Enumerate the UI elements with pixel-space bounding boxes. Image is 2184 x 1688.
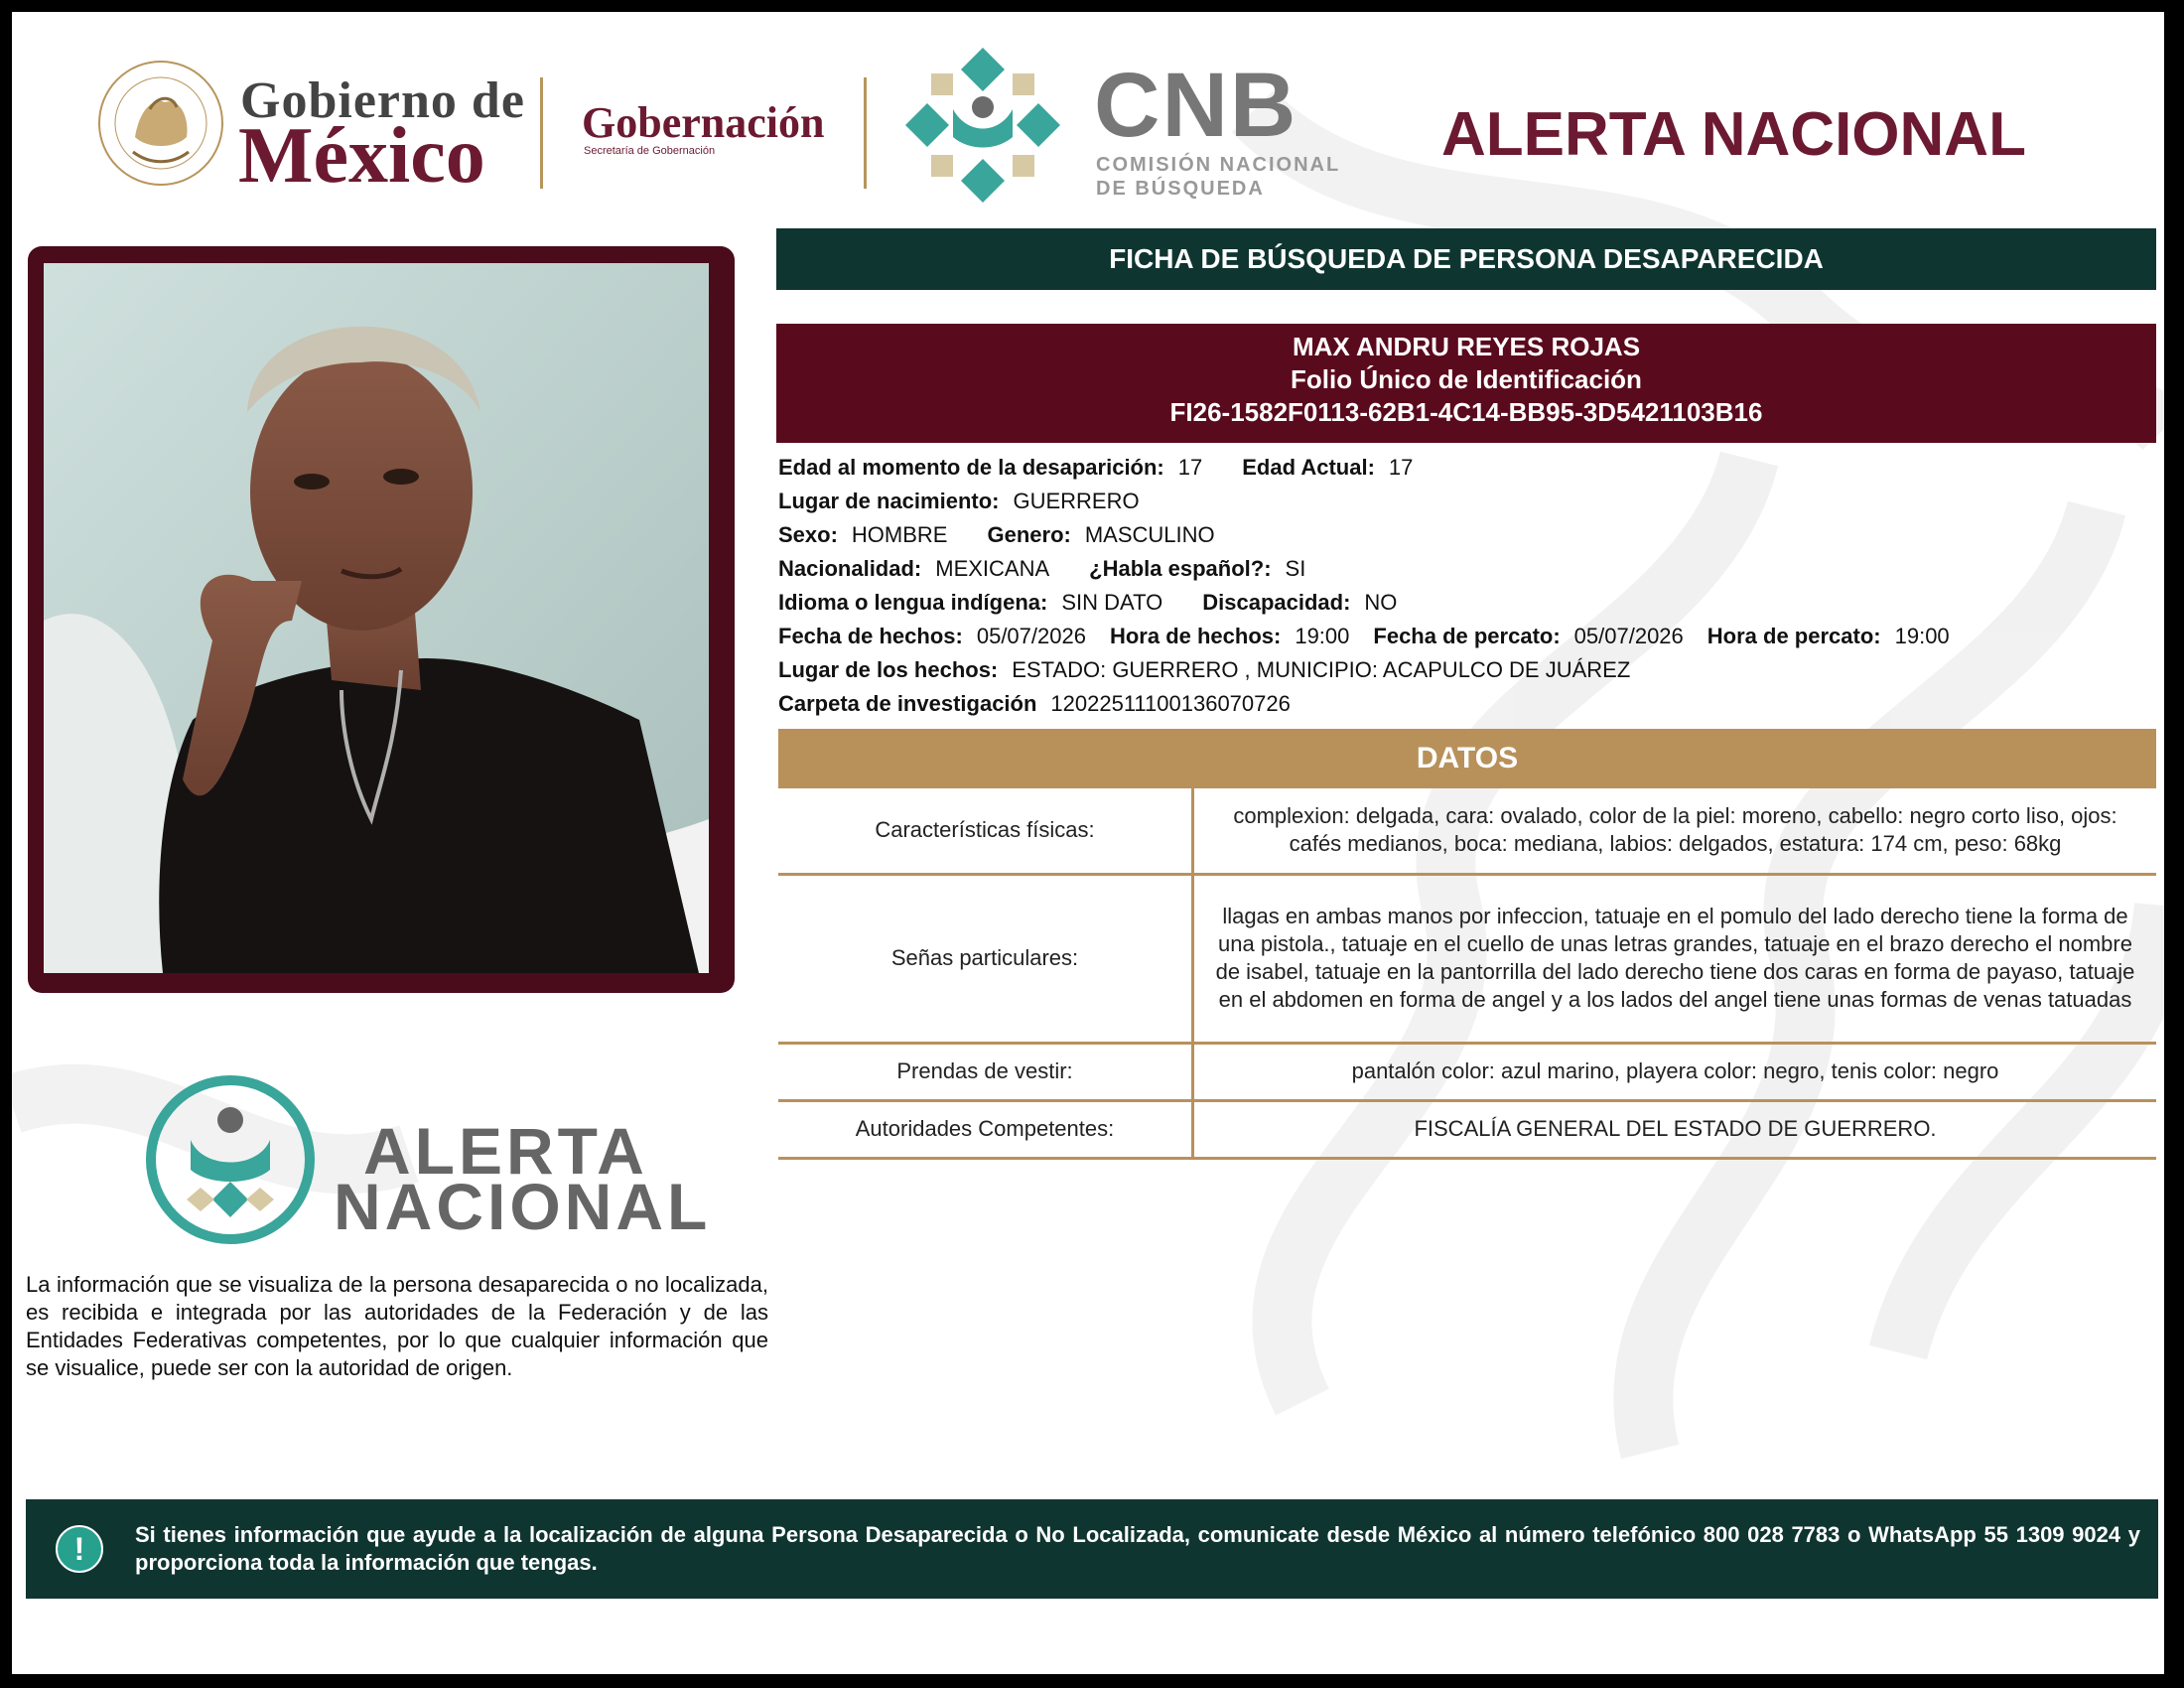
edad-desaparicion-label: Edad al momento de la desaparición:	[778, 455, 1164, 480]
info-row-nacionalidad	[778, 556, 1345, 582]
cnb-emblem-icon	[897, 40, 1068, 211]
hora-hechos-label: Hora de hechos:	[1109, 624, 1282, 648]
row-value: pantalón color: azul marino, playera color: negro, tenis color: negro	[1193, 1043, 2157, 1100]
folio-value: FI26-1582F0113-62B1-4C14-BB95-3D5421103B16	[1169, 397, 1763, 427]
exclamation-icon: !	[56, 1525, 103, 1573]
fecha-hechos-label: Fecha de hechos:	[778, 624, 963, 648]
datos-header: DATOS	[778, 729, 2156, 788]
row-label: Prendas de vestir:	[778, 1043, 1193, 1100]
row-value: complexion: delgada, cara: ovalado, color de la piel: moreno, cabello: negro corto liso, ojos: cafés medianos, boca: mediana, labios: delgados, estatura: 174 cm, peso: 68kg	[1193, 788, 2157, 874]
row-value: llagas en ambas manos por infeccion, tatuaje en el pomulo del lado derecho tiene la forma de una pistola., tatuaje en el cuello de unas letras grandes, tatuaje en el brazo derecho el nombre de isabel, tatuaje en la pantorrilla del lado derecho tiene dos caras en forma de payaso, tatuaje en el abdomen en forma de angel y a los lados del angel tiene unas formas de venas tatuadas	[1193, 874, 2157, 1043]
cnb-text: CNB	[1094, 55, 1298, 156]
gobierno-de-text: Gobierno de	[240, 72, 525, 129]
row-label: Señas particulares:	[778, 874, 1193, 1043]
discapacidad-value: NO	[1364, 590, 1398, 615]
hora-percato-value: 19:00	[1894, 624, 1950, 648]
genero-label: Genero:	[987, 522, 1071, 547]
carpeta-label: Carpeta de investigación	[778, 691, 1037, 716]
person-name: MAX ANDRU REYES ROJAS	[1292, 332, 1641, 361]
fecha-hechos-value: 05/07/2026	[976, 624, 1086, 648]
row-value: FISCALÍA GENERAL DEL ESTADO DE GUERRERO.	[1193, 1100, 2157, 1158]
cnb-line2: DE BÚSQUEDA	[1096, 178, 1265, 200]
info-row-lugar-hechos	[778, 657, 1670, 683]
idioma-label: Idioma o lengua indígena:	[778, 590, 1048, 615]
row-label: Autoridades Competentes:	[778, 1100, 1193, 1158]
header-divider	[540, 77, 543, 189]
info-row-carpeta	[778, 691, 1330, 717]
row-label: Características físicas:	[778, 788, 1193, 874]
fecha-percato-label: Fecha de percato:	[1373, 624, 1561, 648]
disclaimer-text: La información que se visualiza de la persona desaparecida o no localizada, es recibida e integrada por las autoridades de la Federación y de las Entidades Federativas competentes, por lo que cualquier información que se visualice, puede ser con la autoridad de origen.	[26, 1272, 768, 1380]
hora-hechos-value: 19:00	[1295, 624, 1350, 648]
gobernacion-text: Gobernación	[582, 98, 825, 147]
table-row	[778, 1100, 2156, 1158]
contact-footer	[26, 1499, 2158, 1599]
alerta-nacional-title: ALERTA NACIONAL	[1441, 100, 2026, 169]
info-row-idioma	[778, 590, 1436, 616]
table-row	[778, 874, 2156, 1043]
carpeta-value: 12022511100136070726	[1050, 691, 1291, 716]
alerta-logo-line2: NACIONAL	[334, 1170, 712, 1243]
folio-label: Folio Único de Identificación	[1291, 364, 1642, 394]
header-divider	[864, 77, 867, 189]
ficha-title: FICHA DE BÚSQUEDA DE PERSONA DESAPARECIDA	[776, 228, 2156, 290]
sexo-label: Sexo:	[778, 522, 838, 547]
edad-desaparicion-value: 17	[1177, 455, 1203, 480]
person-header	[776, 324, 2156, 443]
genero-value: MASCULINO	[1084, 522, 1215, 547]
info-row-edad	[778, 455, 1452, 481]
nacionalidad-value: MEXICANA	[935, 556, 1050, 581]
edad-actual-value: 17	[1388, 455, 1414, 480]
idioma-value: SIN DATO	[1061, 590, 1163, 615]
discapacidad-label: Discapacidad:	[1202, 590, 1351, 615]
mexico-text: México	[238, 112, 485, 200]
info-row-nacimiento	[778, 489, 1179, 514]
fecha-percato-value: 05/07/2026	[1573, 624, 1684, 648]
sexo-value: HOMBRE	[851, 522, 948, 547]
edad-actual-label: Edad Actual:	[1242, 455, 1375, 480]
contact-text: Si tienes información que ayude a la localización de alguna Persona Desaparecida o No Localizada, comunicate desde México al número telefónico 800 028 7783 o WhatsApp 55 1309 9024 y proporciona toda la información que tengas.	[135, 1522, 2140, 1575]
secretaria-text: Secretaría de Gobernación	[584, 145, 716, 157]
table-row	[778, 788, 2156, 874]
person-photo	[44, 263, 709, 973]
nacionalidad-label: Nacionalidad:	[778, 556, 922, 581]
lugar-nacimiento-label: Lugar de nacimiento:	[778, 489, 1000, 513]
habla-label: ¿Habla español?:	[1089, 556, 1272, 581]
alerta-logo-line1: ALERTA	[363, 1114, 648, 1188]
habla-value: SI	[1285, 556, 1306, 581]
datos-table	[778, 788, 2156, 1160]
hora-percato-label: Hora de percato:	[1706, 624, 1881, 648]
info-row-fechas	[778, 624, 1989, 649]
mexico-seal-icon	[95, 58, 226, 189]
search-sheet	[12, 12, 2164, 1674]
lugar-hechos-value: ESTADO: GUERRERO , MUNICIPIO: ACAPULCO DE JUÁREZ	[1012, 657, 1631, 682]
table-row	[778, 1043, 2156, 1100]
lugar-hechos-label: Lugar de los hechos:	[778, 657, 999, 682]
cnb-line1: COMISIÓN NACIONAL	[1096, 154, 1341, 176]
alerta-nacional-logo-icon	[141, 1070, 320, 1249]
info-row-sexo	[778, 522, 1255, 548]
lugar-nacimiento-value: GUERRERO	[1013, 489, 1140, 513]
